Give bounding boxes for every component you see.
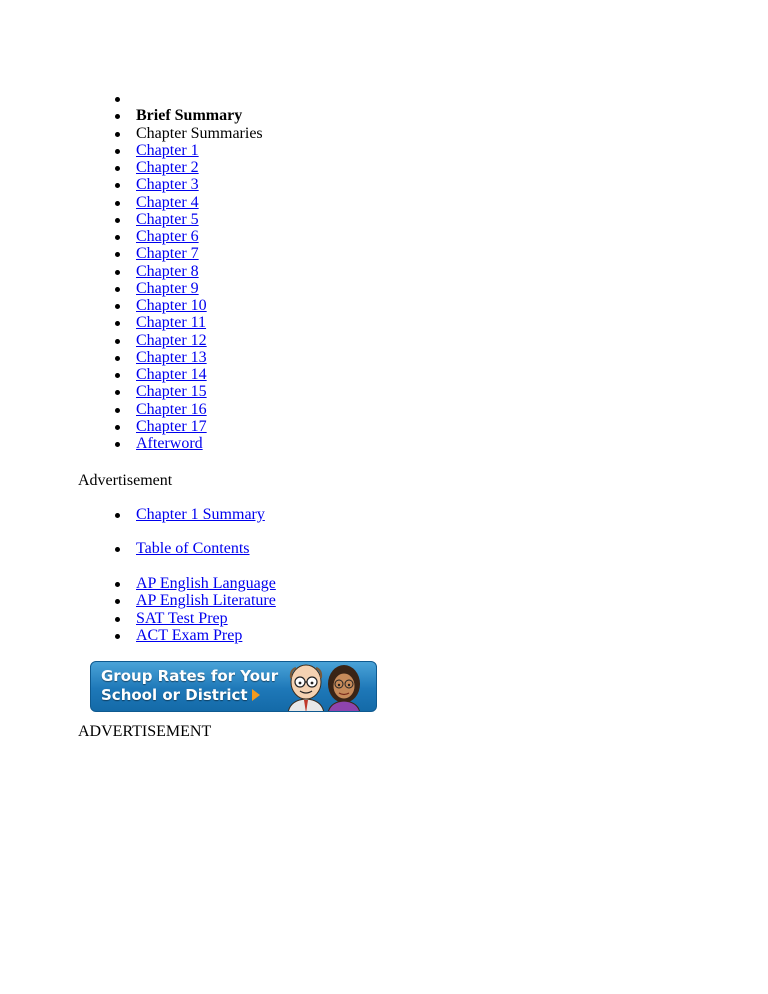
banner-line-2: School or District	[101, 686, 248, 704]
list-item	[136, 366, 263, 383]
list-item	[136, 575, 276, 592]
list-item	[136, 297, 263, 314]
list-item	[136, 228, 263, 245]
chapter-link-10[interactable]: Chapter 10	[136, 297, 207, 314]
list-item	[136, 280, 263, 297]
banner-text	[101, 667, 278, 705]
banner-line-2-wrap	[101, 686, 278, 705]
afterword-link[interactable]: Afterword	[136, 435, 203, 452]
chapter-link-3[interactable]: Chapter 3	[136, 176, 199, 194]
list-item	[136, 176, 263, 193]
chapter-link-1[interactable]: Chapter 1	[136, 141, 199, 159]
chapter-link-11[interactable]: Chapter 11	[136, 314, 207, 332]
summary-link-list	[136, 506, 265, 523]
advertisement-label: Advertisement	[78, 472, 173, 489]
chapter-nav-list	[136, 90, 263, 452]
chapter-link-15[interactable]: Chapter 15	[136, 383, 207, 401]
list-item	[136, 592, 276, 609]
act-exam-prep-link[interactable]: ACT Exam Prep	[136, 626, 243, 644]
chapter-link-5[interactable]: Chapter 5	[136, 210, 199, 228]
list-item	[136, 627, 276, 644]
list-item	[136, 245, 263, 262]
list-item	[136, 418, 263, 435]
chapter-link-2[interactable]: Chapter 2	[136, 159, 199, 176]
chapter-link-9[interactable]: Chapter 9	[136, 279, 199, 297]
table-of-contents-link[interactable]: Table of Contents	[136, 540, 250, 557]
list-item	[136, 142, 263, 159]
chapter-link-8[interactable]: Chapter 8	[136, 262, 199, 280]
list-item	[136, 314, 263, 331]
chapter-link-7[interactable]: Chapter 7	[136, 245, 199, 263]
chapter-link-13[interactable]: Chapter 13	[136, 348, 207, 366]
list-item-chapter-summaries	[136, 125, 263, 142]
advertisement-label-bottom: ADVERTISEMENT	[78, 723, 212, 740]
list-item	[136, 435, 263, 452]
list-item	[136, 332, 263, 349]
list-item	[136, 383, 263, 400]
chapter-summaries-label: Chapter Summaries	[136, 124, 263, 142]
chapter-link-16[interactable]: Chapter 16	[136, 400, 207, 418]
sat-test-prep-link[interactable]: SAT Test Prep	[136, 609, 228, 627]
arrow-right-icon	[252, 689, 260, 701]
ap-english-literature-link[interactable]: AP English Literature	[136, 592, 276, 610]
chapter-link-14[interactable]: Chapter 14	[136, 366, 207, 383]
list-item	[136, 159, 263, 176]
chapter-summary-link[interactable]: Chapter 1 Summary	[136, 506, 265, 523]
chapter-link-17[interactable]: Chapter 17	[136, 417, 207, 435]
chapter-link-12[interactable]: Chapter 12	[136, 331, 207, 349]
chapter-link-6[interactable]: Chapter 6	[136, 228, 199, 245]
list-item-empty	[136, 90, 263, 107]
chapter-link-4[interactable]: Chapter 4	[136, 193, 199, 211]
list-item	[136, 540, 250, 557]
list-item	[136, 194, 263, 211]
list-item-brief-summary	[136, 107, 263, 124]
list-item	[136, 263, 263, 280]
brief-summary-label: Brief Summary	[136, 107, 243, 125]
toc-link-list	[136, 540, 250, 557]
banner-line-1: Group Rates for Your	[101, 667, 279, 685]
list-item	[136, 401, 263, 418]
list-item	[136, 211, 263, 228]
test-prep-list	[136, 575, 276, 644]
cartoon-characters-icon	[280, 662, 370, 712]
group-rates-banner[interactable]	[90, 661, 377, 712]
list-item	[136, 610, 276, 627]
list-item	[136, 349, 263, 366]
ap-english-language-link[interactable]: AP English Language	[136, 575, 276, 592]
list-item	[136, 506, 265, 523]
